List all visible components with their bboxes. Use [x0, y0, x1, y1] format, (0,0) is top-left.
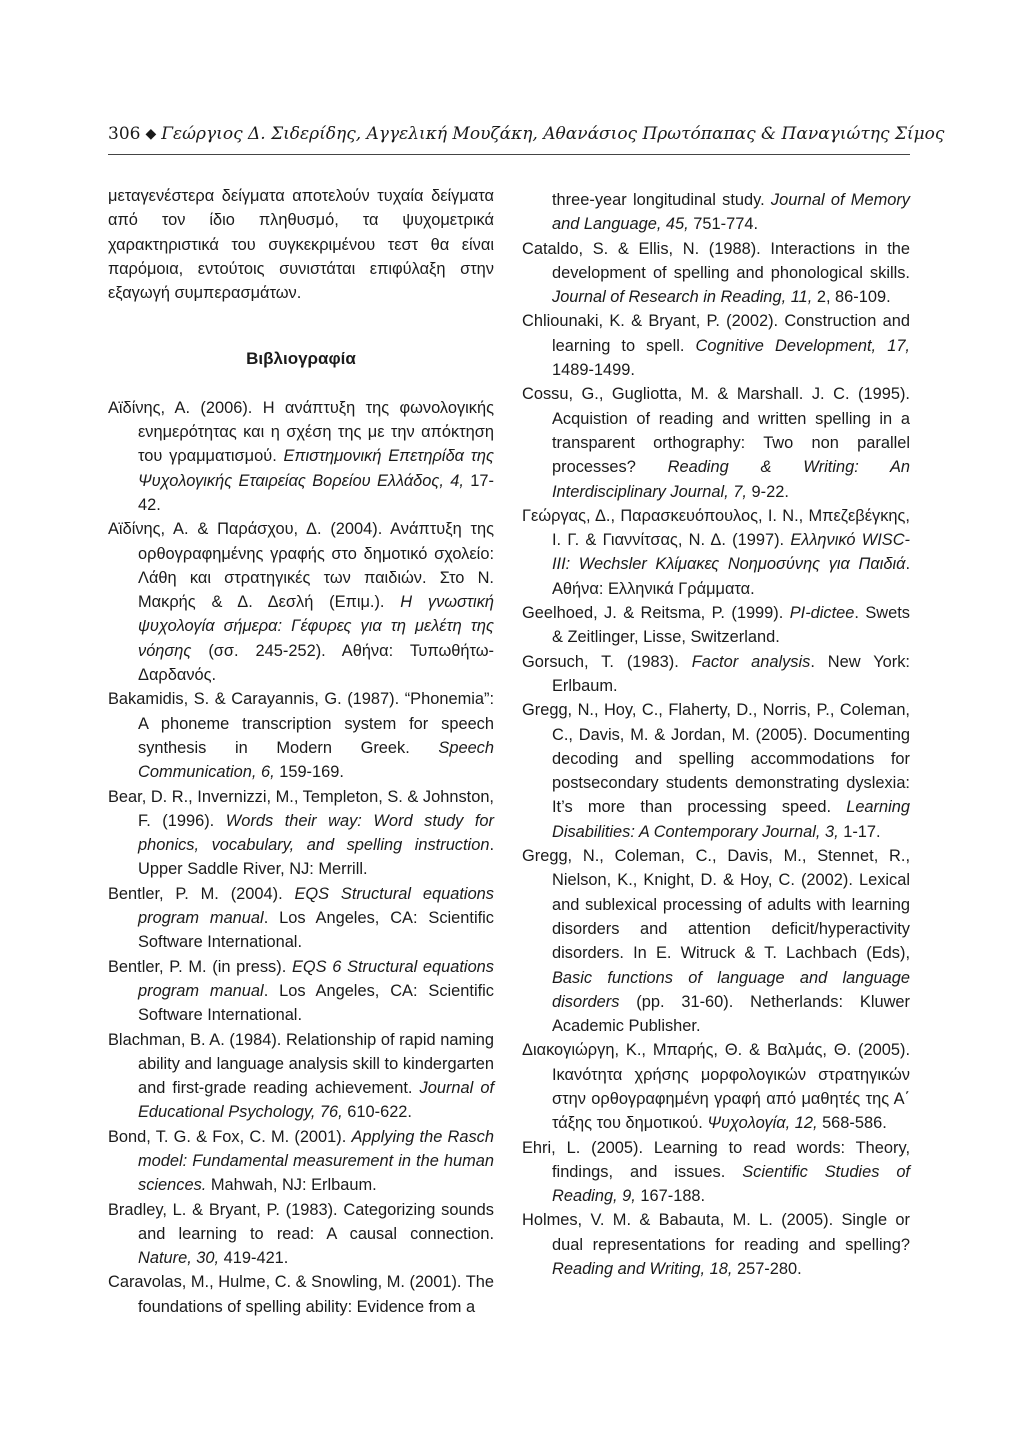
- reference-title: Basic functions of language and language disorders: [552, 968, 910, 1011]
- reference-title: Reading & Writing: An Interdisciplinary Journal, 7,: [552, 458, 910, 501]
- reference-text: Διακογιώργη, Κ., Μπαρής, Θ. & Βαλμάς, Θ. (2005). Ικανότητα χρήσης μορφολογικών στρατηγικών στην ορθογραφημένη γραφή από μαθητές της Α΄ τάξης του δημοτικού.: [522, 1041, 910, 1133]
- reference-title: Η γνωστική ψυχολογία σήμερα: Γέφυρες για τη μελέτη της νόησης: [138, 593, 494, 660]
- reference-entry: [522, 309, 910, 382]
- reference-title: Επιστημονική Επετηρίδα της Ψυχολογικής Εταιρείας Βορείου Ελλάδος, 4,: [138, 447, 494, 490]
- reference-details: 751-774.: [688, 215, 758, 234]
- intro-paragraph: μεταγενέστερα δείγματα αποτελούν τυχαία δείγματα από τον ίδιο πληθυσμό, τα ψυχομετρικά χαρακτηριστικά του συγκεκριμένου τεστ θα είναι παρόμοια, εντούτοις συνιστάται επιφύλαξη στην εξαγωγή συμπερασμάτων.: [108, 187, 494, 303]
- reference-text: Bentler, P. M. (in press).: [108, 957, 292, 976]
- header-authors: Γεώργιος Δ. Σιδερίδης, Αγγελική Μουζάκη, Αθανάσιος Πρωτόπαπας & Παναγιώτης Σίμος: [161, 124, 945, 144]
- reference-details: 17-42.: [138, 471, 494, 514]
- right-column: [522, 188, 910, 1281]
- reference-text: Gregg, N., Coleman, C., Davis, M., Stennet, R., Nielson, K., Knight, D. & Hoy, C. (2002). Lexical and sublexical processing of adults with learning disorders and attention deficit/hyperactivity disorders. In E. Witruck & T. Lachbach (Eds),: [522, 847, 910, 963]
- reference-details: (pp. 31-60). Netherlands: Kluwer Academic Publisher.: [552, 992, 910, 1036]
- reference-details: 257-280.: [732, 1260, 802, 1279]
- reference-title: Applying the Rasch model: Fundamental measurement in the human sciences.: [138, 1127, 494, 1195]
- reference-text: Cataldo, S. & Ellis, N. (1988). Interactions in the development of spelling and phonological skills.: [522, 239, 910, 282]
- reference-entry: [522, 237, 910, 310]
- reference-text: Holmes, V. M. & Babauta, M. L. (2005). Single or dual representations for reading and spelling?: [522, 1211, 910, 1254]
- reference-title: Ελληνικό WISC-III: Wechsler Κλίμακες Νοημοσύνης για Παιδιά: [552, 531, 910, 574]
- reference-title: PI-dictee: [789, 604, 855, 623]
- reference-details: 1489-1499.: [552, 361, 635, 380]
- header-rule: [108, 154, 910, 155]
- reference-text: Cossu, G., Gugliotta, M. & Marshall. J. C. (1995). Acquistion of reading and written spelling in a transparent orthography: Two non parallel processes?: [522, 385, 910, 477]
- reference-entry: [108, 517, 494, 687]
- reference-entry: [108, 882, 494, 955]
- reference-text: Caravolas, M., Hulme, C. & Snowling, M. (2001). The foundations of spelling ability: Evidence from a: [108, 1273, 494, 1316]
- left-references-list: [108, 396, 494, 1319]
- reference-details: 568-586.: [817, 1114, 887, 1133]
- section-title: Βιβλιογραφία: [246, 349, 356, 369]
- reference-details: 9-22.: [746, 482, 789, 501]
- reference-entry: [522, 698, 910, 844]
- reference-entry: [522, 1136, 910, 1209]
- page-number: 306: [108, 124, 141, 144]
- reference-text: Αϊδίνης, Α. & Παράσχου, Δ. (2004). Ανάπτυξη της ορθογραφημένης γραφής στο δημοτικό σχολείο: Λάθη και στρατηγικές των παιδιών. Στο Ν. Μακρής & Δ. Δεσλή (Επιμ.).: [108, 520, 494, 612]
- reference-title: Reading and Writing, 18,: [552, 1260, 733, 1279]
- reference-title: Journal of Memory and Language, 45,: [552, 191, 910, 234]
- reference-text: Chliounaki, K. & Bryant, P. (2002). Construction and learning to spell.: [522, 312, 910, 355]
- reference-text: Gorsuch, T. (1983).: [522, 652, 692, 671]
- reference-text: Γεώργας, Δ., Παρασκευόπουλος, Ι. Ν., Μπεζεβέγκης, Ι. Γ. & Γιαννίτσας, Ν. Δ. (1997).: [522, 506, 910, 550]
- reference-title: Nature, 30,: [138, 1249, 220, 1268]
- reference-title: Journal of Educational Psychology, 76,: [138, 1079, 494, 1122]
- reference-title: Learning Disabilities: A Contemporary Journal, 3,: [552, 798, 910, 841]
- reference-entry: [522, 601, 910, 650]
- reference-title: Ψυχολογία, 12,: [707, 1114, 818, 1133]
- reference-text: Bakamidis, S. & Carayannis, G. (1987). “Phonemia”: A phoneme transcription system for speech synthesis in Modern Greek.: [108, 690, 494, 757]
- reference-details: 419-421.: [219, 1249, 289, 1268]
- reference-details: . Swets & Zeitlinger, Lisse, Switzerland.: [552, 604, 910, 647]
- reference-entry: [522, 844, 910, 1038]
- reference-details: . Upper Saddle River, NJ: Merrill.: [138, 836, 494, 879]
- reference-entry: [522, 1208, 910, 1281]
- reference-entry: [108, 1125, 494, 1198]
- reference-text: Ehri, L. (2005). Learning to read words: Theory, findings, and issues.: [522, 1138, 910, 1181]
- right-references-list: [522, 188, 910, 1281]
- reference-text: Bond, T. G. & Fox, C. M. (2001).: [108, 1127, 352, 1146]
- reference-entry: [108, 955, 494, 1028]
- reference-entry: [522, 504, 910, 601]
- reference-details: . Los Angeles, CA: Scientific Software International.: [138, 909, 494, 952]
- reference-details: 167-188.: [635, 1187, 706, 1206]
- reference-details: . Los Angeles, CA: Scientific Software International.: [138, 981, 494, 1025]
- reference-details: (σσ. 245-252). Αθήνα: Τυπωθήτω-Δαρδανός.: [138, 641, 494, 685]
- reference-details: 159-169.: [274, 763, 344, 782]
- reference-title: Cognitive Development, 17,: [695, 336, 910, 355]
- reference-text: Bradley, L. & Bryant, P. (1983). Categorizing sounds and learning to read: A causal connection.: [108, 1200, 494, 1243]
- reference-entry: [108, 1198, 494, 1271]
- reference-title: EQS 6 Structural equations program manual: [138, 957, 494, 1000]
- reference-entry: [108, 785, 494, 882]
- left-column: [108, 184, 494, 1319]
- reference-title: Scientific Studies of Reading, 9,: [552, 1162, 910, 1206]
- reference-details: . Αθήνα: Ελληνικά Γράμματα.: [552, 555, 910, 598]
- reference-text: Blachman, B. A. (1984). Relationship of rapid naming ability and language analysis skill to kindergarten and first-grade reading achievement.: [108, 1030, 494, 1098]
- reference-entry: [522, 188, 910, 237]
- reference-entry: [108, 1028, 494, 1125]
- reference-entry: [108, 396, 494, 517]
- reference-text: Bentler, P. M. (2004).: [108, 884, 295, 903]
- reference-text: Geelhoed, J. & Reitsma, P. (1999).: [522, 604, 790, 623]
- reference-title: Words their way: Word study for phonics, vocabulary, and spelling instruction: [138, 811, 494, 855]
- reference-text: Gregg, N., Hoy, C., Flaherty, D., Norris, P., Coleman, C., Davis, M. & Jordan, M. (2005). Documenting decoding and spelling accommodations for postsecondary students demonstrating dyslexia: It’s more than processing speed.: [522, 701, 910, 817]
- reference-entry: [522, 650, 910, 699]
- reference-entry: [522, 382, 910, 503]
- reference-text: Αϊδίνης, Α. (2006). Η ανάπτυξη της φωνολογικής ενημερότητας και η σχέση της με την απόκτηση του γραμματισμού.: [108, 398, 494, 466]
- reference-title: Journal of Research in Reading, 11,: [552, 288, 813, 307]
- reference-details: 2, 86-109.: [812, 288, 891, 307]
- reference-text: three-year longitudinal study.: [552, 191, 771, 209]
- running-header: [108, 124, 945, 144]
- diamond-separator-icon: ◆: [145, 126, 157, 142]
- reference-text: Bear, D. R., Invernizzi, M., Templeton, S. & Johnston, F. (1996).: [108, 787, 494, 830]
- reference-title: EQS Structural equations program manual: [138, 884, 494, 928]
- reference-details: Mahwah, NJ: Erlbaum.: [206, 1176, 377, 1195]
- reference-title: Speech Communication, 6,: [138, 738, 494, 782]
- reference-details: 1-17.: [838, 822, 881, 841]
- reference-entry: [108, 1270, 494, 1319]
- reference-title: Factor analysis: [691, 652, 811, 671]
- reference-entry: [522, 1038, 910, 1135]
- reference-entry: [108, 687, 494, 784]
- reference-details: 610-622.: [342, 1103, 412, 1122]
- reference-details: . New York: Erlbaum.: [552, 652, 910, 695]
